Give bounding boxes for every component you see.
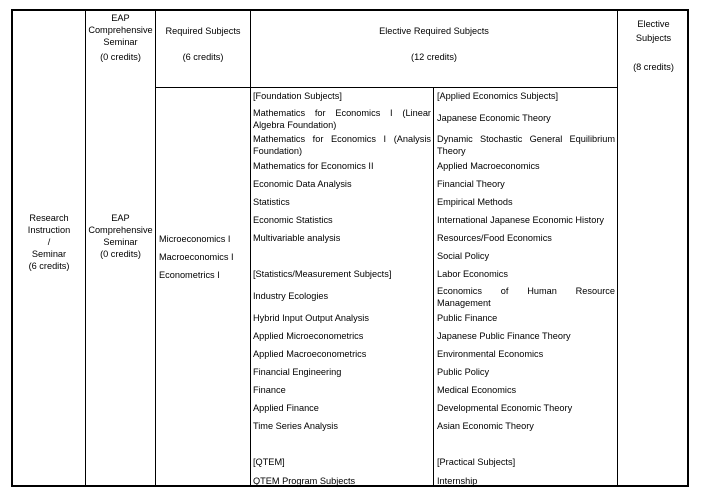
subject-item: International Japanese Economic History bbox=[437, 215, 604, 225]
grid-line bbox=[155, 87, 618, 88]
statistics-heading: [Statistics/Measurement Subjects] bbox=[253, 269, 392, 279]
subject-item: Mathematics for Economics II bbox=[253, 161, 374, 171]
eap-cell: EAP Comprehensive Seminar (0 credits) bbox=[88, 213, 153, 259]
subject-item: Social Policy bbox=[437, 251, 490, 261]
subject-item: Mathematics for Economics I (Analysis bbox=[253, 134, 431, 144]
grid-line bbox=[617, 11, 618, 485]
subject-item: Economic Data Analysis bbox=[253, 179, 352, 189]
subject-item: Public Finance bbox=[437, 313, 498, 323]
eap-header: EAP Comprehensive Seminar (0 credits) bbox=[88, 13, 153, 62]
subject-item: Asian Economic Theory bbox=[437, 421, 534, 431]
foundation-heading: [Foundation Subjects] bbox=[253, 91, 342, 101]
grid-line bbox=[433, 87, 434, 485]
subject-item: Environmental Economics bbox=[437, 349, 544, 359]
practical-heading: [Practical Subjects] bbox=[437, 457, 516, 467]
subject-item: Theory bbox=[437, 146, 466, 156]
subject-item: Applied Microeconometrics bbox=[253, 331, 364, 341]
elective-header: Elective Subjects (8 credits) bbox=[633, 19, 674, 72]
subject-item: Empirical Methods bbox=[437, 197, 513, 207]
grid-line bbox=[250, 11, 251, 485]
subject-item: Time Series Analysis bbox=[253, 421, 338, 431]
subject-item: Multivariable analysis bbox=[253, 233, 341, 243]
curriculum-table bbox=[11, 9, 689, 487]
subject-item: Economics of Human Resource bbox=[437, 286, 615, 296]
subject-item: Dynamic Stochastic General Equilibrium bbox=[437, 134, 615, 144]
subject-item: Foundation) bbox=[253, 146, 303, 156]
subject-item: Financial Theory bbox=[437, 179, 505, 189]
subject-item: Mathematics for Economics I (Linear bbox=[253, 108, 431, 118]
applied-heading: [Applied Economics Subjects] bbox=[437, 91, 559, 101]
required-subject: Macroeconomics I bbox=[159, 252, 234, 262]
subject-item: Finance bbox=[253, 385, 286, 395]
required-subject: Microeconomics I bbox=[159, 234, 231, 244]
subject-item: Financial Engineering bbox=[253, 367, 342, 377]
subject-item: QTEM Program Subjects bbox=[253, 476, 356, 486]
subject-item: Applied Macroeconomics bbox=[437, 161, 540, 171]
subject-item: Management bbox=[437, 298, 491, 308]
required-subject: Econometrics I bbox=[159, 270, 220, 280]
subject-item: Japanese Economic Theory bbox=[437, 113, 551, 123]
subject-item: Economic Statistics bbox=[253, 215, 333, 225]
subject-item: Applied Finance bbox=[253, 403, 319, 413]
subject-item: Applied Macroeconometrics bbox=[253, 349, 367, 359]
subject-item: Japanese Public Finance Theory bbox=[437, 331, 571, 341]
qtem-heading: [QTEM] bbox=[253, 457, 285, 467]
subject-item: Resources/Food Economics bbox=[437, 233, 552, 243]
required-header: Required Subjects (6 credits) bbox=[165, 26, 241, 62]
subject-item: Industry Ecologies bbox=[253, 291, 329, 301]
subject-item: Algebra Foundation) bbox=[253, 120, 337, 130]
subject-item: Internship bbox=[437, 476, 478, 486]
subject-item: Medical Economics bbox=[437, 385, 517, 395]
subject-item: Developmental Economic Theory bbox=[437, 403, 573, 413]
subject-item: Public Policy bbox=[437, 367, 490, 377]
grid-line bbox=[155, 11, 156, 485]
subject-item: Hybrid Input Output Analysis bbox=[253, 313, 369, 323]
elective-required-header: Elective Required Subjects (12 credits) bbox=[379, 26, 489, 62]
subject-item: Labor Economics bbox=[437, 269, 508, 279]
research-instruction-cell: Research Instruction / Seminar (6 credits) bbox=[27, 213, 71, 271]
subject-item: Statistics bbox=[253, 197, 290, 207]
